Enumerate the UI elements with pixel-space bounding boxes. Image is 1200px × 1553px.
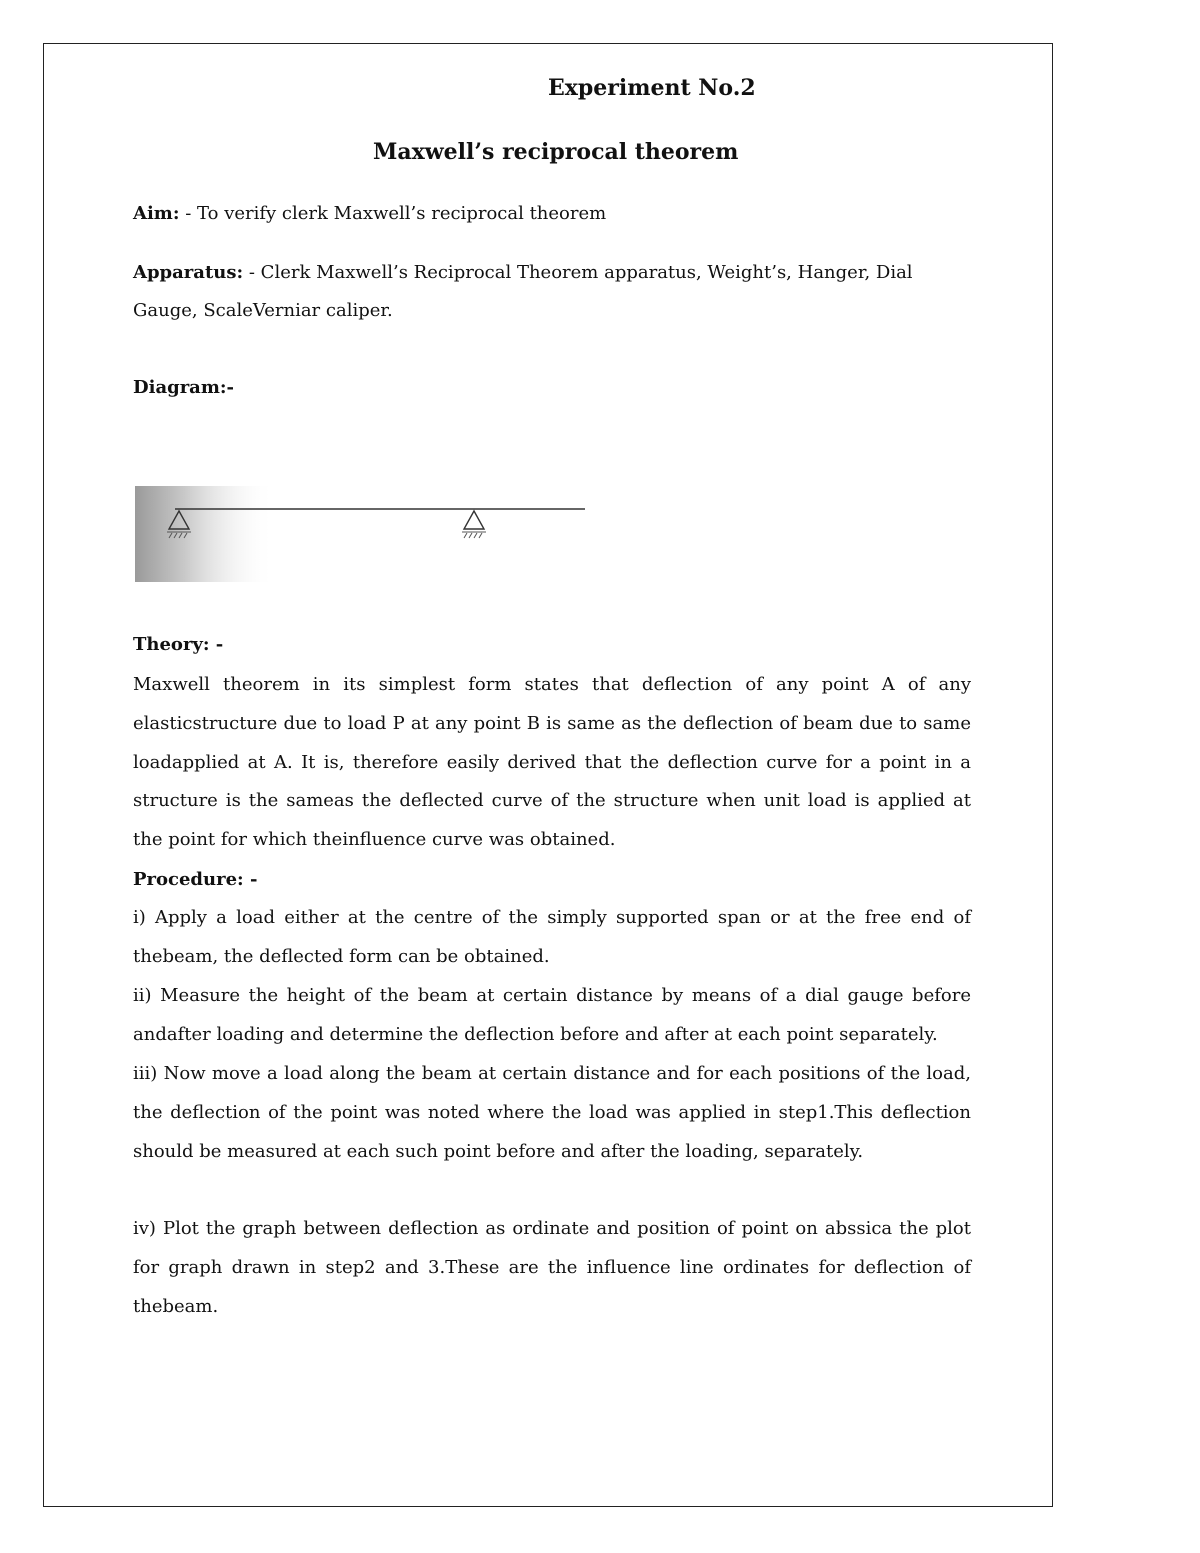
theory-paragraph: Maxwell theorem in its simplest form states that deflection of any point A of any elasticstructure due to load P at any point B is same as the deflection of beam due to same loadapplied at A. It is, therefore easily derived that the deflection curve for a point in a structure is the sameas the deflected curve of the structure when unit load is applied at the point for which theinfluence curve was obtained. bbox=[133, 674, 971, 851]
procedure-step-3: iii) Now move a load along the beam at certain distance and for each positions of the load, the deflection of the point was noted where the load was applied in step1.This deflection should be measured at each such point before and after the loading, separately. bbox=[133, 1063, 971, 1162]
beam-diagram bbox=[135, 486, 595, 582]
procedure-heading: Procedure: - bbox=[133, 869, 258, 890]
diagram-heading: Diagram:- bbox=[133, 377, 235, 398]
apparatus-text-1: - Clerk Maxwell’s Reciprocal Theorem apparatus, Weight’s, Hanger, Dial bbox=[243, 262, 913, 283]
procedure-step-4: iv) Plot the graph between deflection as ordinate and position of point on abssica the plot for graph drawn in step2 and 3.These are the influence line ordinates for deflection of thebeam. bbox=[133, 1218, 971, 1317]
procedure-step-2: ii) Measure the height of the beam at certain distance by means of a dial gauge before andafter loading and determine the deflection before and after at each point separately. bbox=[133, 985, 971, 1045]
diagram-shadow bbox=[135, 486, 275, 582]
theory-heading: Theory: - bbox=[133, 634, 224, 655]
experiment-title: Experiment No.2 bbox=[548, 75, 756, 101]
procedure-step-1: i) Apply a load either at the centre of the simply supported span or at the free end of thebeam, the deflected form can be obtained. bbox=[133, 907, 971, 967]
aim-label: Aim: bbox=[133, 203, 180, 224]
apparatus-line-2: Gauge, ScaleVerniar caliper. bbox=[133, 300, 393, 321]
aim-text: - To verify clerk Maxwell’s reciprocal theorem bbox=[179, 203, 607, 224]
aim-line bbox=[133, 203, 606, 224]
support-right-icon bbox=[462, 511, 486, 538]
apparatus-label: Apparatus: bbox=[133, 262, 244, 283]
apparatus-line-1 bbox=[133, 262, 913, 283]
theorem-title: Maxwell’s reciprocal theorem bbox=[373, 139, 739, 165]
